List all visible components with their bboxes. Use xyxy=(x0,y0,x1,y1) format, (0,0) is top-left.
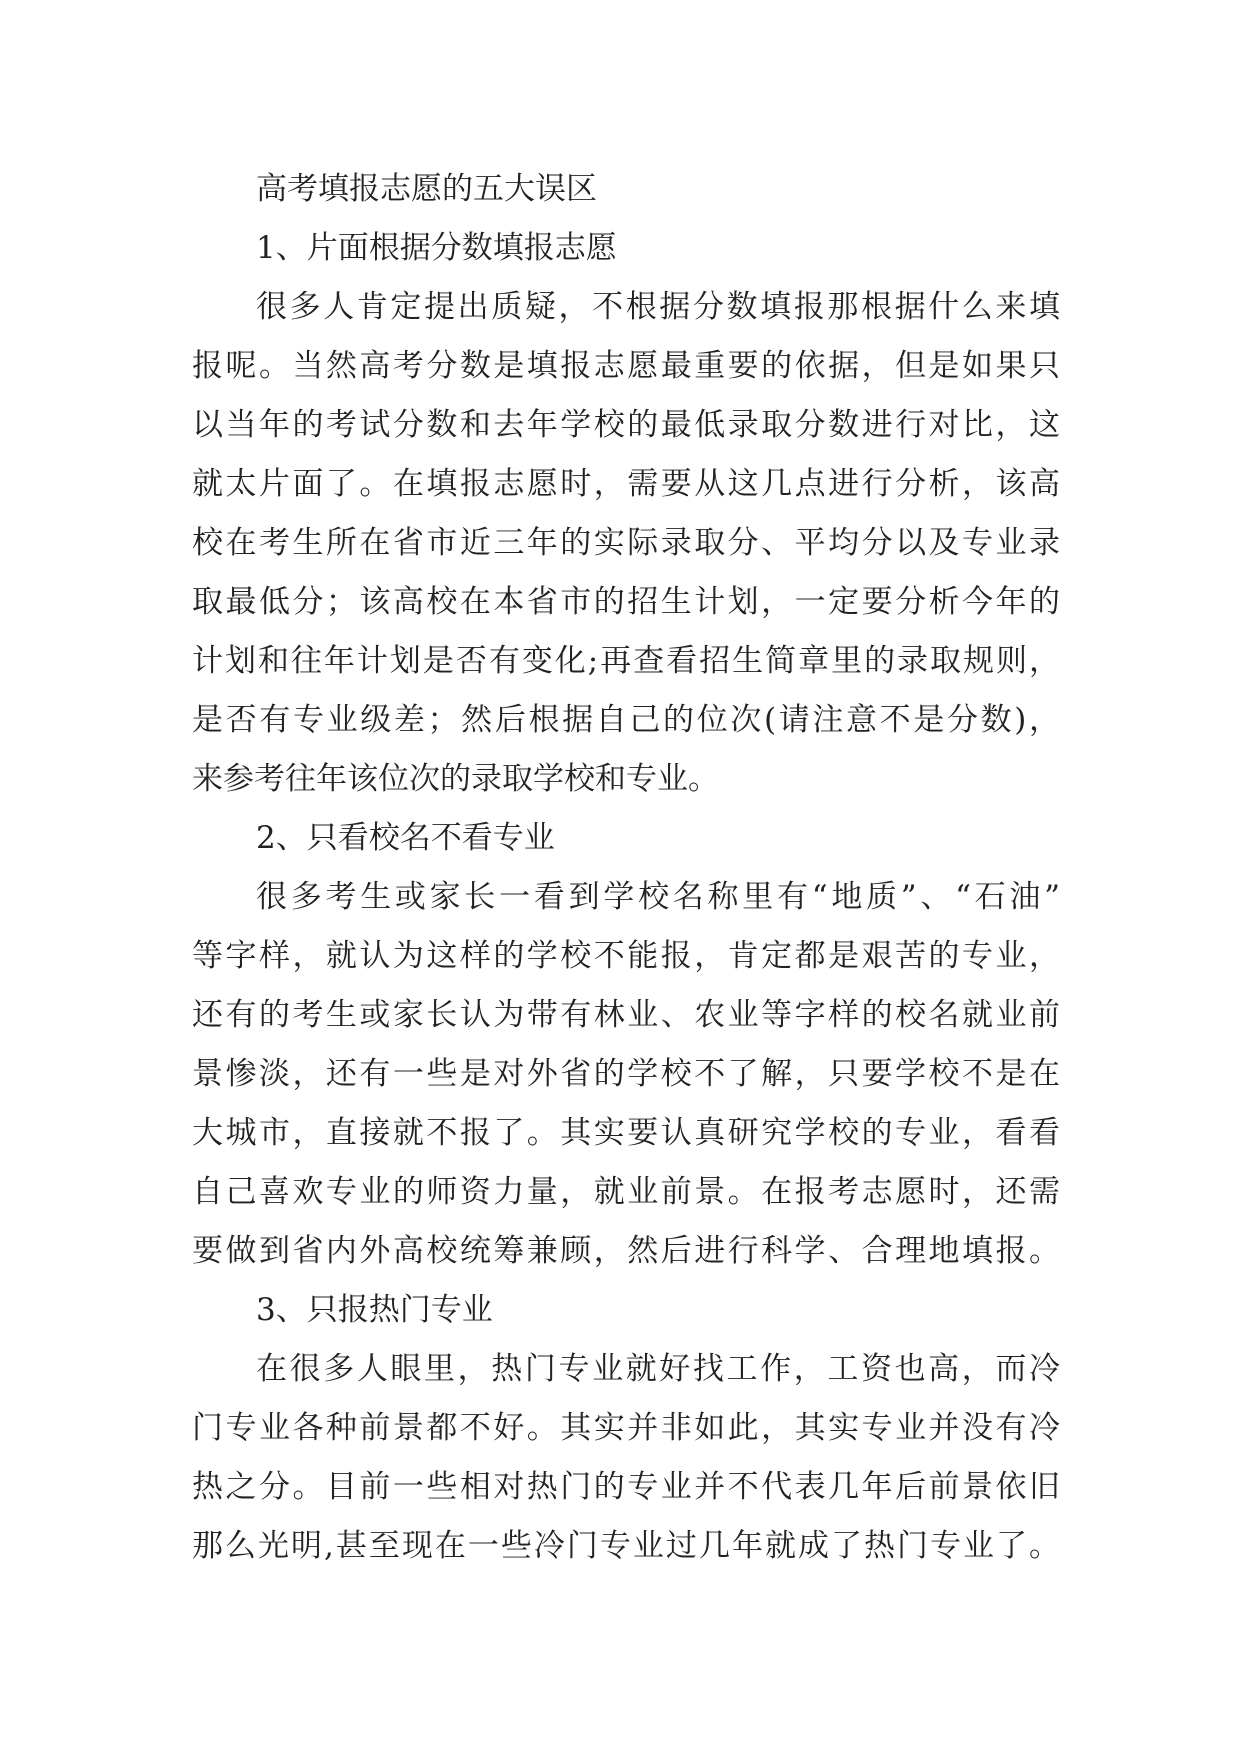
paragraph-line: 等字样，就认为这样的学校不能报，肯定都是艰苦的专业， xyxy=(192,938,1060,974)
paragraph-line: 校在考生所在省市近三年的实际录取分、平均分以及专业录 xyxy=(192,525,1060,561)
paragraph-line: 计划和往年计划是否有变化;再查看招生简章里的录取规则， xyxy=(192,643,1060,679)
section-heading: 1、片面根据分数填报志愿 xyxy=(256,230,617,266)
paragraph-line: 是否有专业级差；然后根据自己的位次(请注意不是分数)， xyxy=(192,702,1060,738)
paragraph-line: 景惨淡，还有一些是对外省的学校不了解，只要学校不是在 xyxy=(192,1056,1060,1092)
paragraph-line: 门专业各种前景都不好。其实并非如此，其实专业并没有冷 xyxy=(192,1410,1060,1446)
paragraph-line: 很多人肯定提出质疑，不根据分数填报那根据什么来填 xyxy=(256,289,1060,325)
paragraph-line: 取最低分；该高校在本省市的招生计划，一定要分析今年的 xyxy=(192,584,1060,620)
paragraph-line: 那么光明,甚至现在一些冷门专业过几年就成了热门专业了。 xyxy=(192,1528,1060,1564)
document-page xyxy=(192,160,1060,1576)
paragraph-line: 自己喜欢专业的师资力量，就业前景。在报考志愿时，还需 xyxy=(192,1174,1060,1210)
section-heading: 3、只报热门专业 xyxy=(256,1292,493,1328)
paragraph-line: 很多考生或家长一看到学校名称里有“地质”、“石油” xyxy=(256,879,1060,915)
paragraph-line: 还有的考生或家长认为带有林业、农业等字样的校名就业前 xyxy=(192,997,1060,1033)
paragraph-line: 要做到省内外高校统筹兼顾，然后进行科学、合理地填报。 xyxy=(192,1233,1060,1269)
document-title: 高考填报志愿的五大误区 xyxy=(256,171,597,207)
paragraph-line: 来参考往年该位次的录取学校和专业。 xyxy=(192,761,719,797)
paragraph-line: 以当年的考试分数和去年学校的最低录取分数进行对比，这 xyxy=(192,407,1060,443)
section-2 xyxy=(192,809,1060,1281)
section-1 xyxy=(192,219,1060,809)
paragraph-line: 热之分。目前一些相对热门的专业并不代表几年后前景依旧 xyxy=(192,1469,1060,1505)
paragraph-line: 在很多人眼里，热门专业就好找工作，工资也高，而冷 xyxy=(256,1351,1060,1387)
section-heading: 2、只看校名不看专业 xyxy=(256,820,555,856)
paragraph-line: 大城市，直接就不报了。其实要认真研究学校的专业，看看 xyxy=(192,1115,1060,1151)
paragraph-line: 就太片面了。在填报志愿时，需要从这几点进行分析，该高 xyxy=(192,466,1060,502)
paragraph-line: 报呢。当然高考分数是填报志愿最重要的依据，但是如果只 xyxy=(192,348,1060,384)
section-3 xyxy=(192,1281,1060,1576)
